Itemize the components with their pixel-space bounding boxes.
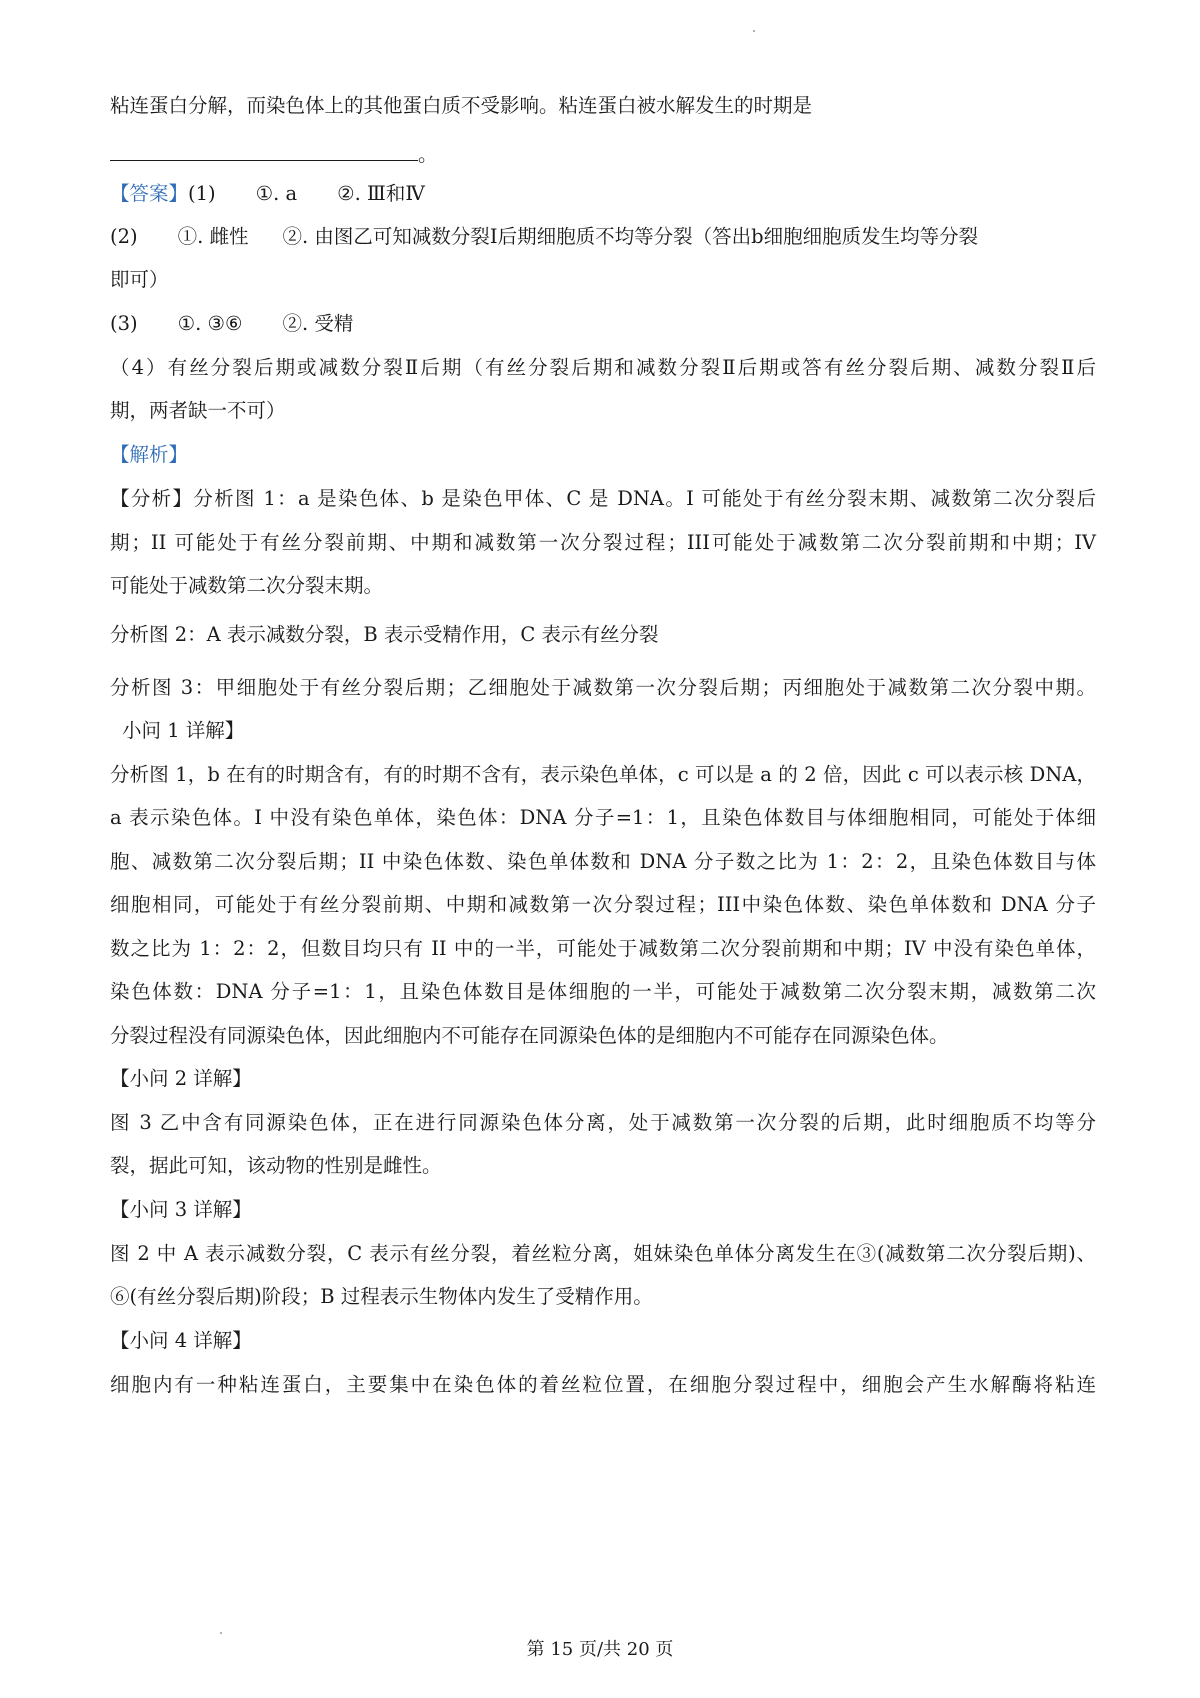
subquestion-1-line: 染色体数：DNA 分子=1：1，且染色体数目是体细胞的一半，可能处于减数第二次分裂末期，减数第二次	[110, 980, 1096, 1003]
answer-number: (1)	[188, 182, 216, 205]
subquestion-3-line: 图 2 中 A 表示减数分裂，C 表示有丝分裂，着丝粒分离，姐妹染色单体分离发生在③(减数第二次分裂后期)、	[110, 1242, 1096, 1265]
subquestion-1-line: 分裂过程没有同源染色体，因此细胞内不可能存在同源染色体的是细胞内不可能存在同源染色体。	[110, 1024, 949, 1047]
scan-speck	[753, 30, 755, 32]
subquestion-3-tag: 【小问 3 详解】	[110, 1198, 252, 1221]
subquestion-1-tag: 小问 1 详解】	[122, 719, 245, 742]
subquestion-3-line: ⑥(有丝分裂后期)阶段；B 过程表示生物体内发生了受精作用。	[110, 1285, 653, 1308]
analysis-line: 可能处于减数第二次分裂末期。	[110, 574, 384, 597]
subquestion-1-line: 分析图 1，b 在有的时期含有，有的时期不含有，表示染色单体，c 可以是 a 的 2 倍，因此 c 可以表示核 DNA，	[110, 763, 1096, 786]
answer-tag: 【答案】	[110, 182, 189, 205]
answer-part: ①. 雌性	[177, 225, 249, 248]
scan-speck	[220, 1632, 222, 1634]
subquestion-1-line: 胞、减数第二次分裂后期；II 中染色体数、染色单体数和 DNA 分子数之比为 1：2：2，且染色体数目与体	[110, 850, 1096, 873]
answer-line-4: （4）有丝分裂后期或减数分裂Ⅱ后期（有丝分裂后期和减数分裂Ⅱ后期或答有丝分裂后期、减数分裂Ⅱ后	[110, 356, 1096, 379]
analysis-line: 期；II 可能处于有丝分裂前期、中期和减数第一次分裂过程；III可能处于减数第二次分裂前期和中期；IV	[110, 531, 1096, 554]
text-line: 粘连蛋白分解，而染色体上的其他蛋白质不受影响。粘连蛋白被水解发生的时期是	[110, 94, 813, 117]
subquestion-4-tag: 【小问 4 详解】	[110, 1329, 252, 1352]
period: 。	[418, 143, 438, 166]
answer-blank-line	[110, 140, 438, 169]
answer-line-2	[110, 223, 978, 251]
analysis-tag: 【解析】	[110, 443, 189, 466]
answer-number: (2)	[110, 225, 138, 248]
answer-line-1	[110, 180, 425, 208]
answer-line-3	[110, 310, 353, 338]
subquestion-4-line: 细胞内有一种粘连蛋白，主要集中在染色体的着丝粒位置，在细胞分裂过程中，细胞会产生水解酶将粘连	[110, 1373, 1096, 1396]
answer-line-4-cont: 期，两者缺一不可）	[110, 399, 286, 422]
subquestion-2-line: 裂，据此可知，该动物的性别是雌性。	[110, 1154, 442, 1177]
subquestion-1-line: 数之比为 1：2：2，但数目均只有 II 中的一半，可能处于减数第二次分裂前期和中期；IV 中没有染色单体，	[110, 937, 1096, 960]
page-footer: 第 15 页/共 20 页	[526, 1639, 674, 1660]
answer-number: (3)	[110, 312, 138, 335]
answer-part: ①. ③⑥	[177, 312, 243, 335]
subquestion-2-line: 图 3 乙中含有同源染色体，正在进行同源染色体分离，处于减数第一次分裂的后期，此时细胞质不均等分	[110, 1111, 1096, 1134]
subquestion-1-line: a 表示染色体。I 中没有染色单体，染色体：DNA 分子=1：1，且染色体数目与体细胞相同，可能处于体细	[110, 806, 1096, 829]
analysis-line: 【分析】分析图 1：a 是染色体、b 是染色甲体、C 是 DNA。I 可能处于有丝分裂末期、减数第二次分裂后	[110, 487, 1096, 510]
subquestion-2-tag: 【小问 2 详解】	[110, 1067, 252, 1090]
answer-part: ①. a	[255, 182, 298, 205]
answer-part: ②. Ⅲ和Ⅳ	[337, 182, 425, 205]
subquestion-1-line: 细胞相同，可能处于有丝分裂前期、中期和减数第一次分裂过程；III中染色体数、染色单体数和 DNA 分子	[110, 893, 1096, 916]
analysis-figure-2: 分析图 2：A 表示减数分裂，B 表示受精作用，C 表示有丝分裂	[110, 623, 659, 646]
answer-blank	[110, 140, 418, 161]
answer-line-2-cont: 即可）	[110, 268, 169, 291]
answer-part: ②. 受精	[282, 312, 354, 335]
answer-part: ②. 由图乙可知减数分裂Ⅰ后期细胞质不均等分裂（答出b细胞细胞质发生均等分裂	[282, 225, 979, 248]
analysis-figure-3: 分析图 3：甲细胞处于有丝分裂后期；乙细胞处于减数第一次分裂后期；丙细胞处于减数第二次分裂中期。	[110, 676, 1096, 699]
